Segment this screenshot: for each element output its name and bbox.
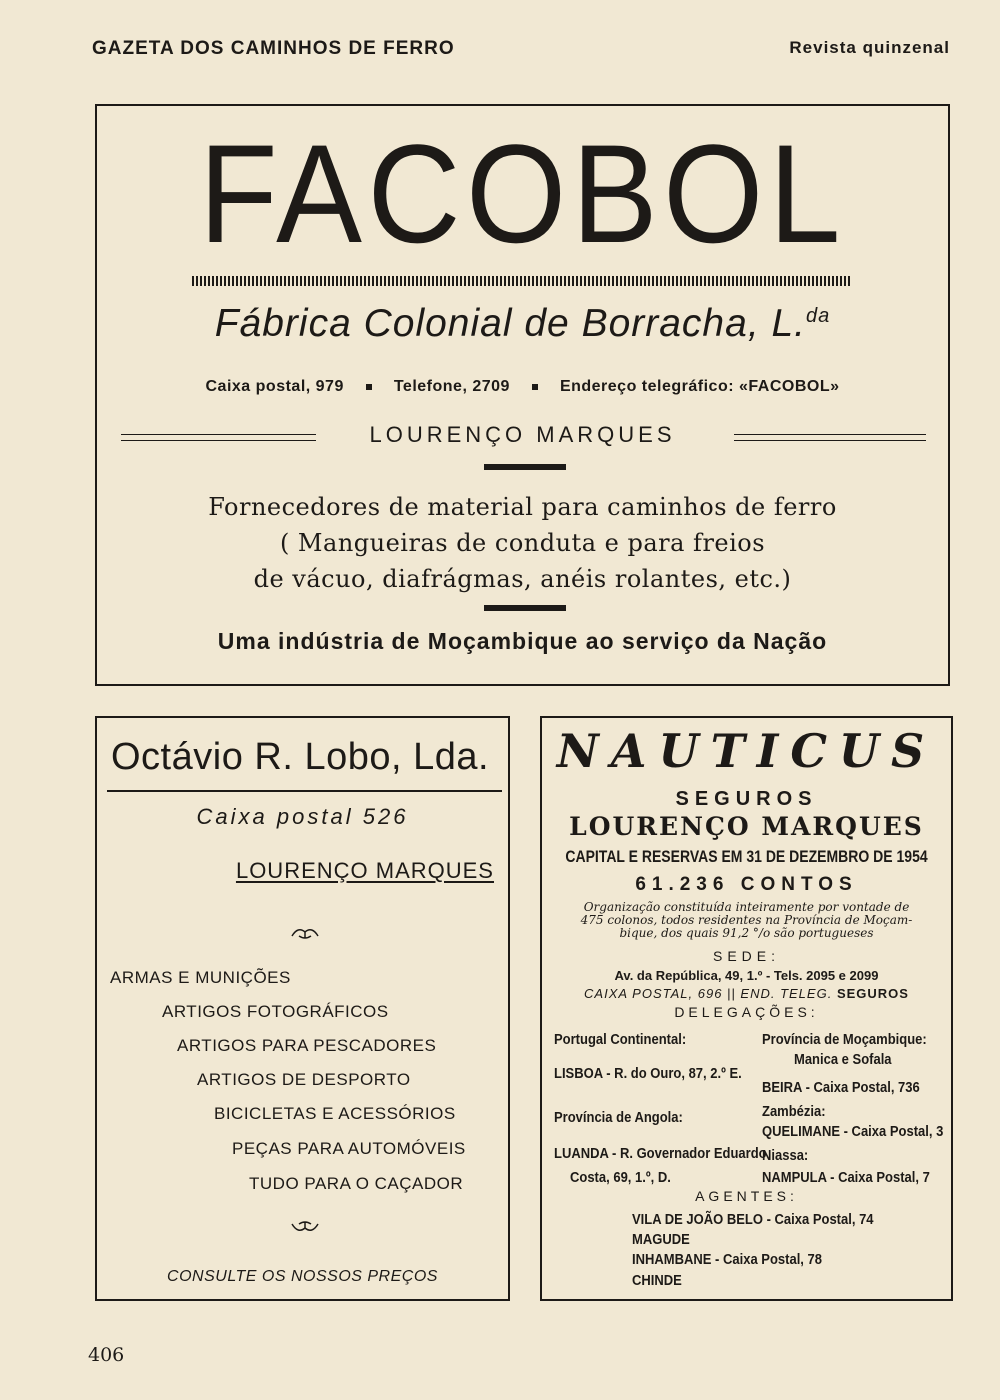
organizacao-line: 475 colonos, todos residentes na Província de Moçam- xyxy=(580,913,913,927)
city-divider-right xyxy=(734,434,926,441)
nauticus-ad xyxy=(540,716,953,1301)
page-number: 406 xyxy=(88,1344,125,1366)
facobol-description xyxy=(97,489,948,597)
delegacao-beira: BEIRA - Caixa Postal, 736 xyxy=(762,1078,920,1096)
ornament-icon xyxy=(290,1220,320,1236)
agente-item: VILA DE JOÃO BELO - Caixa Postal, 74 xyxy=(632,1210,874,1228)
octavio-item: ARTIGOS DE DESPORTO xyxy=(197,1070,411,1089)
facobol-tagline: Uma indústria de Moçambique ao serviço da Nação xyxy=(217,628,828,654)
octavio-caixa-postal: Caixa postal 526 xyxy=(196,804,409,829)
organizacao-line: bique, dos quais 91,2 °/o são portugueses xyxy=(619,926,874,940)
octavio-item: BICICLETAS E ACESSÓRIOS xyxy=(214,1104,456,1123)
octavio-title-rule xyxy=(107,790,502,792)
delegacao-manica: Manica e Sofala xyxy=(794,1050,892,1068)
delegacao-portugal-label: Portugal Continental: xyxy=(554,1030,687,1048)
description-line: Fornecedores de material para caminhos de ferro xyxy=(208,493,837,521)
description-line: ( Mangueiras de conduta e para freios xyxy=(279,529,766,557)
facobol-subtitle xyxy=(97,302,948,346)
delegacao-zambezia-label: Zambézia: xyxy=(762,1102,826,1120)
delegacao-nampula: NAMPULA - Caixa Postal, 7 xyxy=(762,1168,930,1186)
page-header-title: GAZETA DOS CAMINHOS DE FERRO xyxy=(92,38,455,59)
page-header-subtitle: Revista quinzenal xyxy=(789,38,950,57)
nauticus-title: NAUTICUS xyxy=(556,724,937,778)
octavio-item: ARTIGOS FOTOGRÁFICOS xyxy=(162,1002,389,1021)
nauticus-sede-label: SEDE: xyxy=(712,948,780,964)
octavio-ad xyxy=(95,716,510,1301)
nauticus-delegacoes-label: DELEGAÇÕES: xyxy=(674,1004,819,1020)
agente-item: MAGUDE xyxy=(632,1230,690,1248)
nauticus-seguros: SEGUROS xyxy=(675,788,818,810)
facobol-telefone: Telefone, 2709 xyxy=(393,378,510,395)
facobol-subtitle-sup: da xyxy=(806,305,831,327)
organizacao-line: Organização constituída inteiramente por vontade de xyxy=(583,900,910,914)
square-bullet-icon xyxy=(532,384,538,390)
facobol-city: LOURENÇO MARQUES xyxy=(369,422,676,447)
nauticus-city: LOURENÇO MARQUES xyxy=(569,812,924,841)
facobol-ad xyxy=(95,104,950,686)
facobol-bar-bottom xyxy=(484,605,566,611)
facobol-endereco: Endereço telegráfico: «FACOBOL» xyxy=(559,378,840,395)
octavio-item: TUDO PARA O CAÇADOR xyxy=(249,1174,464,1193)
description-line: de vácuo, diafrágmas, anéis rolantes, etc.) xyxy=(253,565,792,593)
ornament-icon xyxy=(290,924,320,940)
delegacao-niassa-label: Niassa: xyxy=(762,1146,809,1164)
delegacao-quelimane: QUELIMANE - Caixa Postal, 3 xyxy=(762,1122,944,1140)
delegacao-luanda-line2: Costa, 69, 1.º, D. xyxy=(570,1168,671,1186)
delegacao-lisboa: LISBOA - R. do Ouro, 87, 2.º E. xyxy=(554,1064,742,1082)
facobol-logo: FACOBOL xyxy=(198,115,847,272)
octavio-item: ARMAS E MUNIÇÕES xyxy=(110,968,291,987)
sede-caixa-text: CAIXA POSTAL, 696 || END. TELEG. xyxy=(584,986,833,1001)
delegacao-luanda-line1: LUANDA - R. Governador Eduardo xyxy=(554,1144,767,1162)
octavio-title: Octávio R. Lobo, Lda. xyxy=(111,736,490,778)
sede-teleg: SEGUROS xyxy=(836,986,909,1001)
delegacao-angola-label: Província de Angola: xyxy=(554,1108,683,1126)
facobol-caixa-postal: Caixa postal, 979 xyxy=(205,378,344,395)
facobol-bar-top xyxy=(484,464,566,470)
nauticus-capital: CAPITAL E RESERVAS EM 31 DE DEZEMBRO DE 1954 xyxy=(565,846,928,866)
facobol-rule xyxy=(192,276,852,286)
octavio-item: ARTIGOS PARA PESCADORES xyxy=(177,1036,437,1055)
delegacao-mocambique-label: Província de Moçambique: xyxy=(762,1030,927,1048)
octavio-city: LOURENÇO MARQUES xyxy=(235,858,494,883)
octavio-footer: CONSULTE OS NOSSOS PREÇOS xyxy=(167,1268,438,1285)
nauticus-sede-address: Av. da República, 49, 1.º - Tels. 2095 e 2099 xyxy=(614,968,879,983)
facobol-subtitle-text: Fábrica Colonial de Borracha, L. xyxy=(214,302,807,345)
agente-item: INHAMBANE - Caixa Postal, 78 xyxy=(632,1250,822,1268)
agente-item: CHINDE xyxy=(632,1271,682,1289)
square-bullet-icon xyxy=(366,384,372,390)
nauticus-contos: 61.236 CONTOS xyxy=(635,874,858,895)
nauticus-sede-caixa xyxy=(542,986,951,1001)
nauticus-agentes-label: AGENTES: xyxy=(695,1188,798,1204)
nauticus-organizacao xyxy=(542,901,951,940)
octavio-item: PEÇAS PARA AUTOMÓVEIS xyxy=(232,1139,466,1158)
facobol-contacts xyxy=(97,378,948,396)
